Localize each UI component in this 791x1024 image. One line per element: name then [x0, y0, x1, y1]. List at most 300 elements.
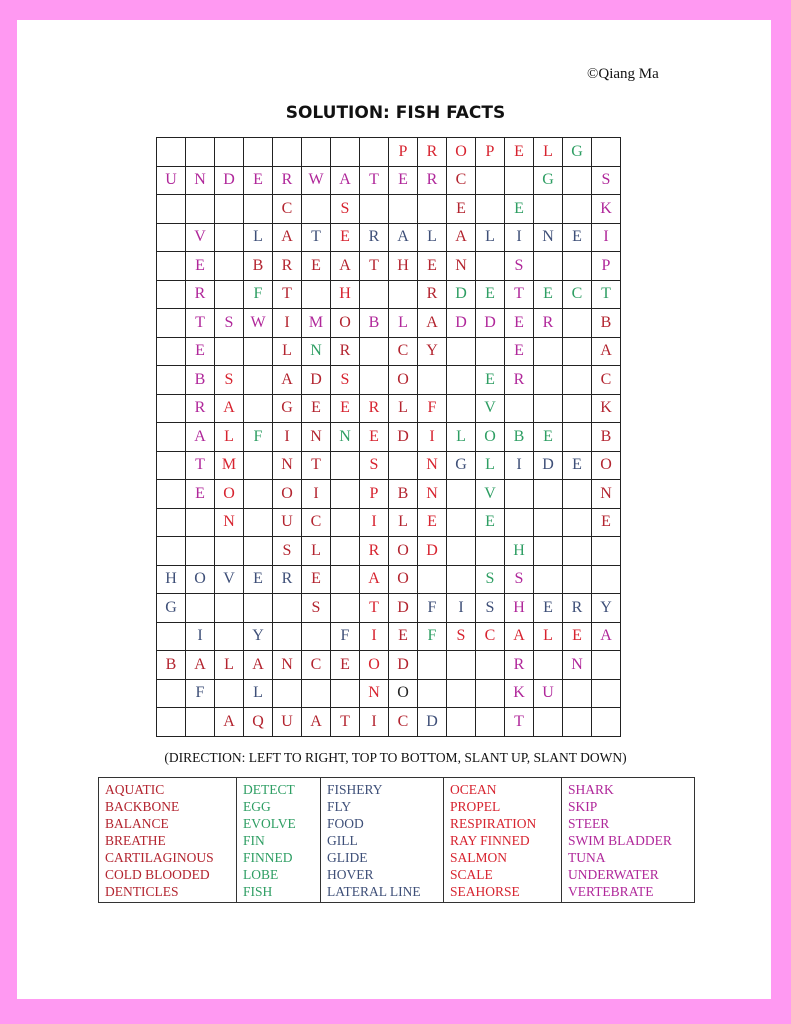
- grid-cell: Y: [244, 622, 273, 651]
- grid-cell: G: [534, 166, 563, 195]
- grid-cell: S: [360, 451, 389, 480]
- grid-cell: T: [592, 280, 621, 309]
- grid-cell: [215, 337, 244, 366]
- grid-cell: [592, 537, 621, 566]
- grid-cell: E: [563, 451, 592, 480]
- grid-cell: L: [418, 223, 447, 252]
- grid-cell: N: [418, 480, 447, 509]
- grid-cell: L: [389, 394, 418, 423]
- grid-cell: [563, 195, 592, 224]
- grid-cell: S: [331, 366, 360, 395]
- grid-row: [157, 423, 621, 452]
- grid-cell: O: [447, 138, 476, 167]
- grid-cell: I: [505, 451, 534, 480]
- grid-cell: [563, 480, 592, 509]
- grid-cell: [563, 337, 592, 366]
- grid-cell: [534, 508, 563, 537]
- grid-cell: [534, 708, 563, 737]
- grid-cell: R: [505, 366, 534, 395]
- grid-cell: L: [244, 223, 273, 252]
- grid-cell: [505, 508, 534, 537]
- grid-cell: R: [331, 337, 360, 366]
- grid-cell: E: [505, 138, 534, 167]
- grid-cell: R: [273, 166, 302, 195]
- grid-cell: [592, 708, 621, 737]
- word-list-item: COLD BLOODED: [105, 867, 210, 882]
- word-list-column: [444, 778, 562, 903]
- grid-cell: [534, 651, 563, 680]
- grid-cell: [273, 138, 302, 167]
- grid-cell: [215, 138, 244, 167]
- word-list-item: HOVER: [327, 867, 374, 882]
- grid-cell: N: [302, 337, 331, 366]
- grid-cell: L: [215, 423, 244, 452]
- word-list-item: PROPEL: [450, 799, 501, 814]
- grid-cell: [215, 594, 244, 623]
- word-list-item: LOBE: [243, 867, 279, 882]
- grid-cell: [592, 565, 621, 594]
- word-list-item: RESPIRATION: [450, 816, 537, 831]
- grid-cell: [360, 138, 389, 167]
- word-list-item: UNDERWATER: [568, 867, 659, 882]
- word-list-item: FIN: [243, 833, 265, 848]
- grid-cell: O: [389, 537, 418, 566]
- grid-row: [157, 537, 621, 566]
- grid-cell: S: [592, 166, 621, 195]
- grid-cell: [215, 679, 244, 708]
- grid-cell: O: [476, 423, 505, 452]
- grid-cell: Q: [244, 708, 273, 737]
- grid-cell: F: [331, 622, 360, 651]
- grid-cell: E: [302, 565, 331, 594]
- grid-cell: W: [302, 166, 331, 195]
- grid-cell: T: [360, 166, 389, 195]
- grid-cell: S: [215, 309, 244, 338]
- grid-cell: A: [215, 708, 244, 737]
- grid-cell: T: [302, 223, 331, 252]
- grid-cell: [418, 679, 447, 708]
- grid-cell: N: [215, 508, 244, 537]
- grid-cell: [157, 622, 186, 651]
- grid-cell: [331, 138, 360, 167]
- grid-cell: D: [418, 537, 447, 566]
- grid-cell: F: [244, 280, 273, 309]
- grid-cell: S: [476, 594, 505, 623]
- grid-cell: [302, 280, 331, 309]
- grid-cell: C: [273, 195, 302, 224]
- grid-cell: [331, 679, 360, 708]
- word-list-item: RAY FINNED: [450, 833, 530, 848]
- word-list-item: CARTILAGINOUS: [105, 850, 214, 865]
- grid-cell: C: [302, 508, 331, 537]
- grid-cell: [563, 309, 592, 338]
- grid-cell: R: [418, 166, 447, 195]
- grid-cell: H: [505, 537, 534, 566]
- grid-cell: [244, 508, 273, 537]
- grid-cell: [215, 195, 244, 224]
- grid-cell: [244, 394, 273, 423]
- grid-cell: T: [186, 309, 215, 338]
- word-list-row: [99, 778, 695, 903]
- grid-cell: A: [302, 708, 331, 737]
- grid-row: [157, 195, 621, 224]
- word-list-item: GLIDE: [327, 850, 368, 865]
- grid-cell: H: [157, 565, 186, 594]
- grid-cell: [505, 480, 534, 509]
- grid-cell: W: [244, 309, 273, 338]
- grid-cell: O: [389, 679, 418, 708]
- grid-cell: C: [563, 280, 592, 309]
- grid-cell: A: [360, 565, 389, 594]
- grid-cell: K: [505, 679, 534, 708]
- grid-cell: V: [476, 394, 505, 423]
- grid-cell: O: [389, 565, 418, 594]
- grid-cell: A: [244, 651, 273, 680]
- grid-cell: [563, 565, 592, 594]
- grid-cell: R: [360, 537, 389, 566]
- word-list-item: BACKBONE: [105, 799, 180, 814]
- grid-cell: N: [360, 679, 389, 708]
- word-list-column: [99, 778, 237, 903]
- grid-cell: [447, 565, 476, 594]
- grid-cell: [476, 166, 505, 195]
- grid-cell: I: [418, 423, 447, 452]
- grid-cell: H: [389, 252, 418, 281]
- grid-cell: A: [592, 622, 621, 651]
- grid-cell: C: [592, 366, 621, 395]
- grid-cell: [244, 195, 273, 224]
- grid-cell: [447, 394, 476, 423]
- grid-cell: [505, 166, 534, 195]
- grid-cell: P: [592, 252, 621, 281]
- grid-cell: [331, 480, 360, 509]
- grid-cell: A: [389, 223, 418, 252]
- grid-cell: [476, 679, 505, 708]
- word-list-item: SEAHORSE: [450, 884, 520, 899]
- grid-cell: [157, 138, 186, 167]
- grid-cell: [273, 594, 302, 623]
- grid-cell: [244, 337, 273, 366]
- grid-cell: V: [215, 565, 244, 594]
- grid-row: [157, 651, 621, 680]
- grid-cell: E: [505, 195, 534, 224]
- grid-cell: T: [360, 594, 389, 623]
- grid-cell: A: [418, 309, 447, 338]
- grid-cell: I: [273, 309, 302, 338]
- grid-cell: [157, 337, 186, 366]
- grid-cell: G: [563, 138, 592, 167]
- grid-cell: O: [273, 480, 302, 509]
- grid-cell: [244, 594, 273, 623]
- grid-cell: I: [505, 223, 534, 252]
- grid-row: [157, 394, 621, 423]
- word-list-item: SWIM BLADDER: [568, 833, 672, 848]
- grid-cell: R: [273, 565, 302, 594]
- grid-cell: [563, 423, 592, 452]
- grid-cell: H: [331, 280, 360, 309]
- grid-cell: [157, 366, 186, 395]
- grid-cell: [331, 565, 360, 594]
- grid-cell: L: [215, 651, 244, 680]
- grid-cell: D: [215, 166, 244, 195]
- grid-cell: E: [302, 252, 331, 281]
- grid-cell: [215, 280, 244, 309]
- grid-cell: G: [447, 451, 476, 480]
- grid-cell: [186, 508, 215, 537]
- grid-row: [157, 166, 621, 195]
- grid-cell: D: [418, 708, 447, 737]
- word-list-item: SCALE: [450, 867, 493, 882]
- grid-cell: E: [244, 565, 273, 594]
- grid-cell: [302, 622, 331, 651]
- grid-cell: [331, 451, 360, 480]
- grid-cell: [476, 651, 505, 680]
- grid-cell: [563, 394, 592, 423]
- grid-cell: A: [273, 366, 302, 395]
- grid-row: [157, 708, 621, 737]
- word-list-item: FOOD: [327, 816, 364, 831]
- grid-cell: C: [476, 622, 505, 651]
- word-list-item: STEER: [568, 816, 610, 831]
- word-list-item: EGG: [243, 799, 271, 814]
- grid-cell: [244, 537, 273, 566]
- grid-cell: S: [505, 565, 534, 594]
- grid-cell: O: [186, 565, 215, 594]
- grid-cell: I: [273, 423, 302, 452]
- grid-cell: [476, 195, 505, 224]
- word-list-item: GILL: [327, 833, 358, 848]
- grid-cell: F: [418, 622, 447, 651]
- grid-cell: [592, 679, 621, 708]
- grid-cell: [447, 337, 476, 366]
- grid-cell: [215, 622, 244, 651]
- grid-cell: R: [360, 223, 389, 252]
- grid-cell: E: [302, 394, 331, 423]
- grid-row: [157, 280, 621, 309]
- grid-cell: E: [331, 651, 360, 680]
- grid-cell: E: [534, 423, 563, 452]
- grid-cell: E: [186, 252, 215, 281]
- grid-cell: L: [447, 423, 476, 452]
- grid-cell: Y: [418, 337, 447, 366]
- grid-cell: S: [476, 565, 505, 594]
- grid-cell: [418, 651, 447, 680]
- grid-cell: G: [273, 394, 302, 423]
- grid-cell: [157, 537, 186, 566]
- grid-row: [157, 252, 621, 281]
- grid-cell: [534, 537, 563, 566]
- grid-cell: S: [505, 252, 534, 281]
- word-list-item: AQUATIC: [105, 782, 165, 797]
- grid-cell: E: [418, 508, 447, 537]
- grid-cell: [418, 565, 447, 594]
- grid-cell: R: [186, 394, 215, 423]
- grid-cell: [157, 679, 186, 708]
- grid-cell: [360, 195, 389, 224]
- grid-cell: [244, 138, 273, 167]
- word-list-item: DENTICLES: [105, 884, 179, 899]
- copyright-text: ©Qiang Ma: [587, 66, 659, 82]
- word-list-item: SHARK: [568, 782, 614, 797]
- grid-cell: [302, 138, 331, 167]
- grid-cell: F: [418, 394, 447, 423]
- word-list-item: VERTEBRATE: [568, 884, 654, 899]
- grid-cell: D: [534, 451, 563, 480]
- grid-cell: N: [592, 480, 621, 509]
- grid-cell: A: [331, 252, 360, 281]
- grid-cell: [563, 679, 592, 708]
- grid-cell: [360, 280, 389, 309]
- grid-cell: [534, 565, 563, 594]
- grid-cell: L: [534, 622, 563, 651]
- word-list-item: BALANCE: [105, 816, 169, 831]
- grid-cell: A: [505, 622, 534, 651]
- grid-cell: O: [215, 480, 244, 509]
- grid-cell: N: [447, 252, 476, 281]
- word-list-column: [562, 778, 695, 903]
- grid-cell: K: [592, 394, 621, 423]
- word-list-column: [237, 778, 321, 903]
- grid-cell: A: [186, 423, 215, 452]
- grid-cell: R: [505, 651, 534, 680]
- grid-cell: R: [534, 309, 563, 338]
- grid-cell: [476, 337, 505, 366]
- grid-cell: P: [360, 480, 389, 509]
- grid-cell: [331, 594, 360, 623]
- grid-cell: B: [186, 366, 215, 395]
- grid-row: [157, 337, 621, 366]
- grid-cell: E: [360, 423, 389, 452]
- grid-cell: S: [331, 195, 360, 224]
- page-title: SOLUTION: FISH FACTS: [285, 103, 506, 123]
- grid-cell: R: [418, 280, 447, 309]
- grid-cell: [186, 537, 215, 566]
- word-search-grid: [156, 137, 621, 737]
- grid-cell: [157, 195, 186, 224]
- grid-cell: [534, 195, 563, 224]
- grid-cell: K: [592, 195, 621, 224]
- grid-cell: [215, 252, 244, 281]
- word-list-item: FISH: [243, 884, 273, 899]
- grid-cell: [447, 366, 476, 395]
- grid-cell: R: [273, 252, 302, 281]
- word-list-item: FLY: [327, 799, 352, 814]
- grid-cell: E: [418, 252, 447, 281]
- grid-cell: I: [447, 594, 476, 623]
- grid-cell: S: [447, 622, 476, 651]
- grid-cell: [505, 394, 534, 423]
- grid-cell: O: [592, 451, 621, 480]
- grid-cell: [244, 451, 273, 480]
- grid-cell: S: [273, 537, 302, 566]
- grid-cell: A: [215, 394, 244, 423]
- grid-cell: T: [273, 280, 302, 309]
- grid-cell: [563, 508, 592, 537]
- grid-cell: E: [447, 195, 476, 224]
- grid-cell: [157, 280, 186, 309]
- grid-cell: F: [186, 679, 215, 708]
- word-list-column: [321, 778, 444, 903]
- grid-cell: E: [476, 280, 505, 309]
- grid-cell: E: [534, 280, 563, 309]
- grid-cell: F: [244, 423, 273, 452]
- grid-cell: R: [418, 138, 447, 167]
- grid-cell: [447, 651, 476, 680]
- grid-cell: D: [389, 423, 418, 452]
- grid-cell: [563, 708, 592, 737]
- grid-cell: A: [447, 223, 476, 252]
- grid-row: [157, 508, 621, 537]
- grid-cell: B: [389, 480, 418, 509]
- grid-row: [157, 480, 621, 509]
- grid-cell: P: [389, 138, 418, 167]
- grid-cell: [360, 366, 389, 395]
- grid-cell: I: [186, 622, 215, 651]
- grid-cell: I: [360, 708, 389, 737]
- grid-cell: H: [505, 594, 534, 623]
- grid-cell: T: [505, 280, 534, 309]
- grid-cell: G: [157, 594, 186, 623]
- grid-cell: [476, 537, 505, 566]
- grid-row: [157, 594, 621, 623]
- grid-cell: [476, 252, 505, 281]
- grid-cell: U: [273, 508, 302, 537]
- grid-cell: B: [592, 423, 621, 452]
- grid-cell: C: [447, 166, 476, 195]
- grid-cell: D: [389, 594, 418, 623]
- grid-cell: E: [186, 337, 215, 366]
- grid-cell: L: [534, 138, 563, 167]
- grid-cell: [563, 166, 592, 195]
- grid-cell: A: [273, 223, 302, 252]
- grid-cell: R: [186, 280, 215, 309]
- grid-cell: O: [389, 366, 418, 395]
- grid-cell: [244, 366, 273, 395]
- grid-cell: E: [389, 166, 418, 195]
- grid-cell: [273, 622, 302, 651]
- grid-cell: [447, 537, 476, 566]
- grid-cell: L: [389, 508, 418, 537]
- grid-cell: N: [186, 166, 215, 195]
- word-list-item: FINNED: [243, 850, 293, 865]
- grid-cell: S: [215, 366, 244, 395]
- grid-cell: B: [505, 423, 534, 452]
- grid-cell: E: [592, 508, 621, 537]
- grid-cell: N: [302, 423, 331, 452]
- grid-cell: N: [331, 423, 360, 452]
- grid-cell: [447, 508, 476, 537]
- grid-cell: N: [418, 451, 447, 480]
- grid-cell: D: [447, 280, 476, 309]
- grid-cell: E: [534, 594, 563, 623]
- grid-cell: [186, 708, 215, 737]
- grid-cell: E: [563, 223, 592, 252]
- word-list-table: [98, 777, 695, 903]
- grid-cell: U: [157, 166, 186, 195]
- grid-cell: I: [302, 480, 331, 509]
- grid-cell: [476, 708, 505, 737]
- grid-cell: [447, 708, 476, 737]
- grid-row: [157, 309, 621, 338]
- grid-cell: [331, 537, 360, 566]
- grid-cell: E: [331, 223, 360, 252]
- grid-cell: B: [157, 651, 186, 680]
- direction-note: (DIRECTION: LEFT TO RIGHT, TOP TO BOTTOM, SLANT UP, SLANT DOWN): [164, 750, 627, 765]
- grid-cell: [534, 252, 563, 281]
- grid-cell: [244, 480, 273, 509]
- grid-row: [157, 679, 621, 708]
- grid-cell: [389, 280, 418, 309]
